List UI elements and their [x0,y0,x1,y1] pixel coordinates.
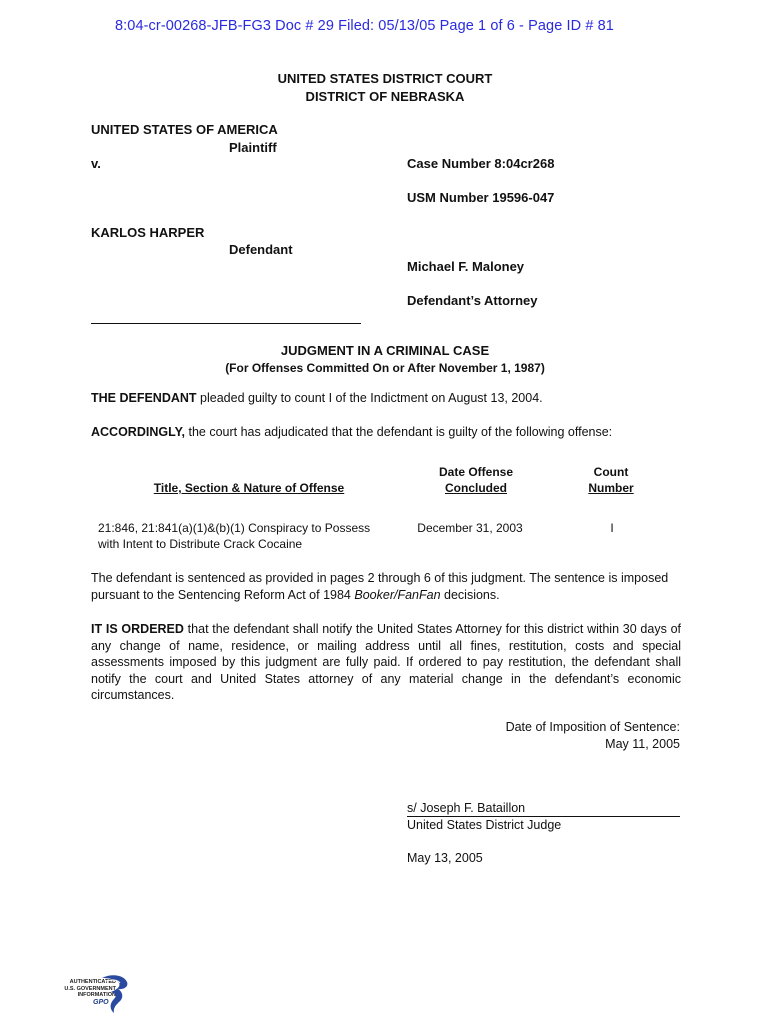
eagle-icon [96,972,132,1014]
gpo-authentication-logo [44,972,134,1014]
accordingly-statement [91,425,612,439]
plea-statement [91,391,543,405]
gpo-logo-line3: INFORMATION [77,992,116,998]
defendant-name: KARLOS HARPER [91,225,205,240]
sentence-text-2: decisions. [440,587,500,602]
accordingly-lead: ACCORDINGLY, [91,425,185,439]
signature-signer: s/ Joseph F. Bataillon [407,801,526,815]
versus: v. [91,156,101,171]
gpo-logo-mark: GPO [93,999,109,1006]
plea-text: pleaded guilty to count I of the Indictment on August 13, 2004. [196,391,543,405]
case-number: Case Number 8:04cr268 [407,156,555,171]
gpo-logo-line1: AUTHENTICATED [69,979,116,985]
plea-lead: THE DEFENDANT [91,391,197,405]
ordered-lead: IT IS ORDERED [91,622,184,636]
plaintiff-role: Plaintiff [229,140,277,155]
filing-header: 8:04-cr-00268-JFB-FG3 Doc # 29 Filed: 05/13/05 Page 1 of 6 - Page ID # 81 [115,18,614,34]
signature-line [407,816,680,817]
imposition-date: May 11, 2005 [605,737,680,751]
sentence-text-1: The defendant is sentenced as provided in pages 2 through 6 of this judgment. The sentence is imposed pursuant to the Sentencing Reform Act of 1984 [91,571,669,602]
usm-number: USM Number 19596-047 [407,190,555,205]
accordingly-text: the court has adjudicated that the defendant is guilty of the following offense: [185,425,613,439]
date-col-header-line2: Concluded [445,481,507,495]
sentence-paragraph [91,570,681,603]
offense-row-count: I [610,521,614,535]
attorney-name: Michael F. Maloney [407,259,525,274]
gpo-logo-line2: U.S. GOVERNMENT [64,985,116,992]
date-col-header-line1: Date Offense [438,465,514,479]
count-col-header-line2: Number [588,481,634,495]
court-name: UNITED STATES DISTRICT COURT [277,71,493,86]
attorney-role: Defendant’s Attorney [407,293,538,308]
sentence-italic: Booker/FanFan [354,587,441,602]
plaintiff-name: UNITED STATES OF AMERICA [91,122,278,137]
court-district: DISTRICT OF NEBRASKA [305,89,465,104]
offense-col-header: Title, Section & Nature of Offense [153,481,345,495]
signature-title: United States District Judge [407,818,562,832]
offense-row-line1: 21:846, 21:841(a)(1)&(b)(1) Conspiracy to Possess [98,521,371,535]
signature-date: May 13, 2005 [407,851,483,865]
offense-row-line2: with Intent to Distribute Crack Cocaine [98,537,303,551]
defendant-role: Defendant [229,242,293,257]
count-col-header-line1: Count [593,465,629,479]
judgment-subtitle: (For Offenses Committed On or After November 1, 1987) [225,361,545,375]
offense-row-date: December 31, 2003 [417,521,523,535]
ordered-text: that the defendant shall notify the United States Attorney for this district within 30 days of any change of name, residence, or mailing address until all fines, restitution, costs and special assessments imposed by this judgment are fully paid. If ordered to pay restitution, the defendant shall notify the court and United States attorney of any material change in the defendant’s economic circumstances. [91,622,682,702]
imposition-label: Date of Imposition of Sentence: [505,720,680,734]
ordered-paragraph [91,621,681,704]
caption-divider [91,323,361,324]
judgment-title: JUDGMENT IN A CRIMINAL CASE [280,343,490,358]
